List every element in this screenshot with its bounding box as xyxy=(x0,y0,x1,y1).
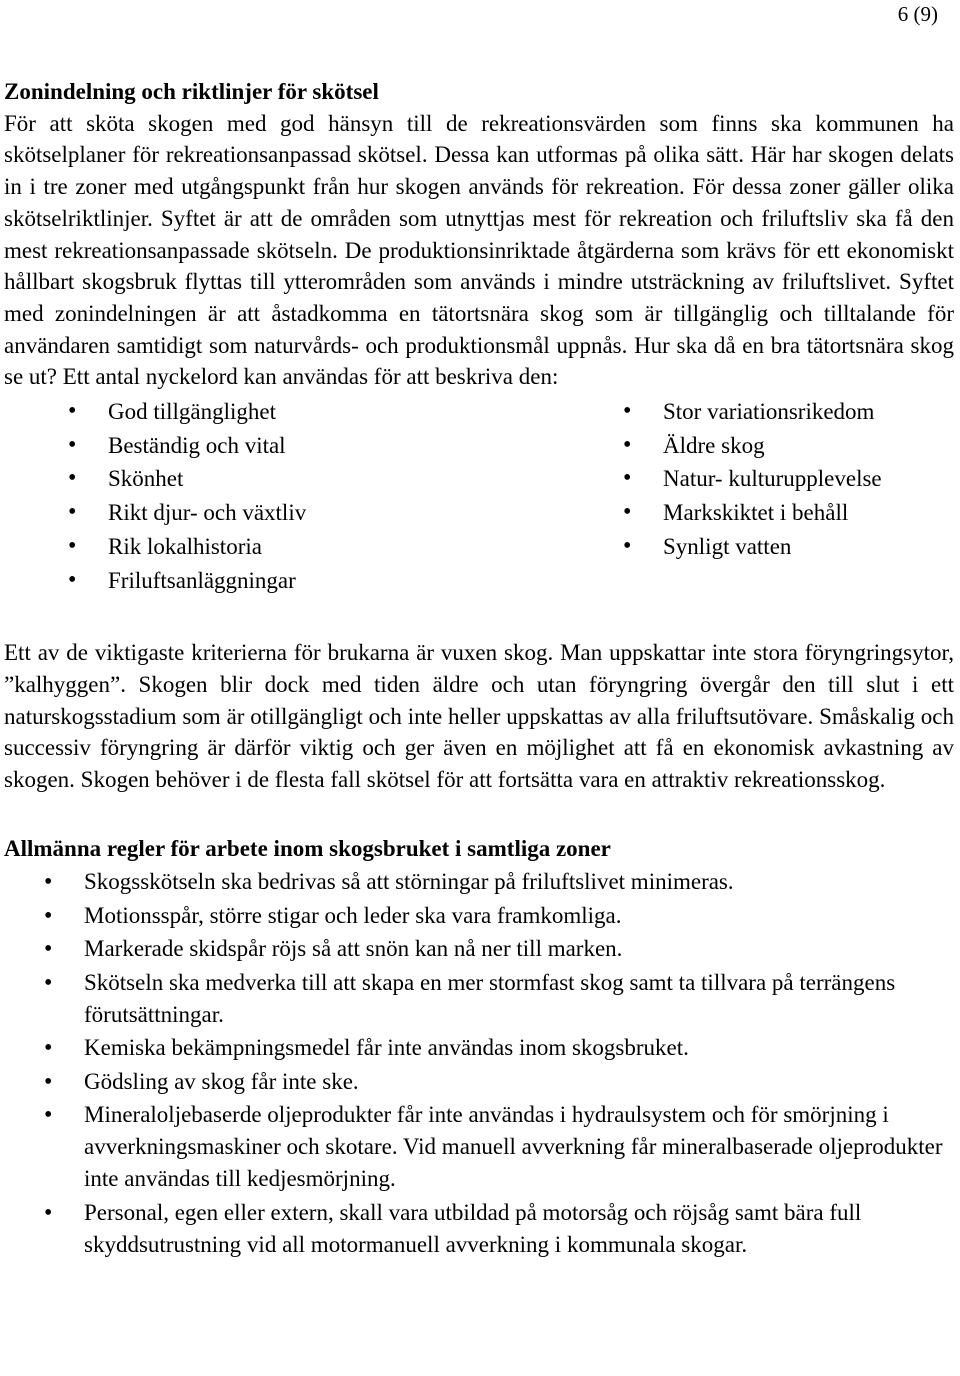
keyword-item: • Rikt djur- och växtliv xyxy=(4,496,559,530)
keyword-item: • Friluftsanläggningar xyxy=(4,564,559,598)
keyword-item: • Rik lokalhistoria xyxy=(4,530,559,564)
rule-item: • Mineraloljebaserde oljeprodukter får inte användas i hydraulsystem och för smörjning i avverkningsmaskiner och skotare. Vid manuell avverkning får mineralbaserade oljeprodukter inte användas till kedjesmörjning. xyxy=(4,1099,954,1195)
intro-paragraph: För att sköta skogen med god hänsyn till de rekreationsvärden som finns ska kommunen ha skötselplaner för rekreationsanpassad skötsel. Dessa kan utformas på olika sätt. Här har skogen delats in i tre zoner med utgångspunkt från hur skogen används för rekreation. För dessa zoner gäller olika skötselriktlinjer. Syftet är att de områden som utnyttjas mest för rekreation och friluftsliv ska få den mest rekreationsanpassade skötseln. De produktionsinriktade åtgärderna som krävs för ett ekonomiskt hållbart skogsbruk flyttas till ytterområden som används i mindre utsträckning av friluftslivet. Syftet med zonindelningen är att åstadkomma en tätortsnära skog som är tillgänglig och tilltalande för användaren samtidigt som naturvårds- och produktionsmål uppnås. Hur ska då en bra tätortsnära skog se ut? Ett antal nyckelord kan användas för att beskriva den: xyxy=(4,110,954,390)
keyword-item: • Markskiktet i behåll xyxy=(559,496,882,530)
rule-item: • Kemiska bekämpningsmedel får inte användas inom skogsbruket. xyxy=(4,1032,954,1064)
page-number: 6 (9) xyxy=(897,2,938,26)
rule-item: • Markerade skidspår röjs så att snön kan nå ner till marken. xyxy=(4,933,954,965)
rule-item: • Skogsskötseln ska bedrivas så att störningar på friluftslivet minimeras. xyxy=(4,866,954,898)
keyword-item: • Beständig och vital xyxy=(4,429,559,463)
keyword-item: • Natur- kulturupplevelse xyxy=(559,462,882,496)
rule-item: • Gödsling av skog får inte ske. xyxy=(4,1066,954,1098)
document-body xyxy=(4,76,954,1262)
section-heading-zonindelning: Zonindelning och riktlinjer för skötsel xyxy=(4,79,379,104)
rule-item: • Personal, egen eller extern, skall vara utbildad på motorsåg och röjsåg samt bära full skyddsutrustning vid all motormanuell avverkning i kommunala skogar. xyxy=(4,1197,954,1261)
keyword-list-right xyxy=(559,395,882,597)
rule-item: • Skötseln ska medverka till att skapa en mer stormfast skog samt ta tillvara på terrängens förutsättningar. xyxy=(4,967,954,1031)
keyword-list-left xyxy=(4,395,559,597)
keyword-item: • Synligt vatten xyxy=(559,530,882,564)
rules-list xyxy=(4,866,954,1261)
keyword-item: • God tillgänglighet xyxy=(4,395,559,429)
criteria-paragraph: Ett av de viktigaste kriterierna för brukarna är vuxen skog. Man uppskattar inte stora föryngringsytor, ”kalhyggen”. Skogen blir dock med tiden äldre och utan föryngring övergår den till slut i ett naturskogsstadium som är otillgängligt och inte heller uppskattas av alla friluftsutövare. Småskalig och successiv föryngring är därför viktig och ger även en möjlighet att få en ekonomisk avkastning av skogen. Skogen behöver i de flesta fall skötsel för att fortsätta vara en attraktiv rekreationsskog. xyxy=(4,640,954,793)
keyword-item: • Äldre skog xyxy=(559,429,882,463)
rule-item: • Motionsspår, större stigar och leder ska vara framkomliga. xyxy=(4,900,954,932)
keyword-item: • Stor variationsrikedom xyxy=(559,395,882,429)
keyword-item: • Skönhet xyxy=(4,462,559,496)
keyword-list xyxy=(4,395,954,597)
section-heading-allmanna-regler: Allmänna regler för arbete inom skogsbruket i samtliga zoner xyxy=(4,835,611,861)
